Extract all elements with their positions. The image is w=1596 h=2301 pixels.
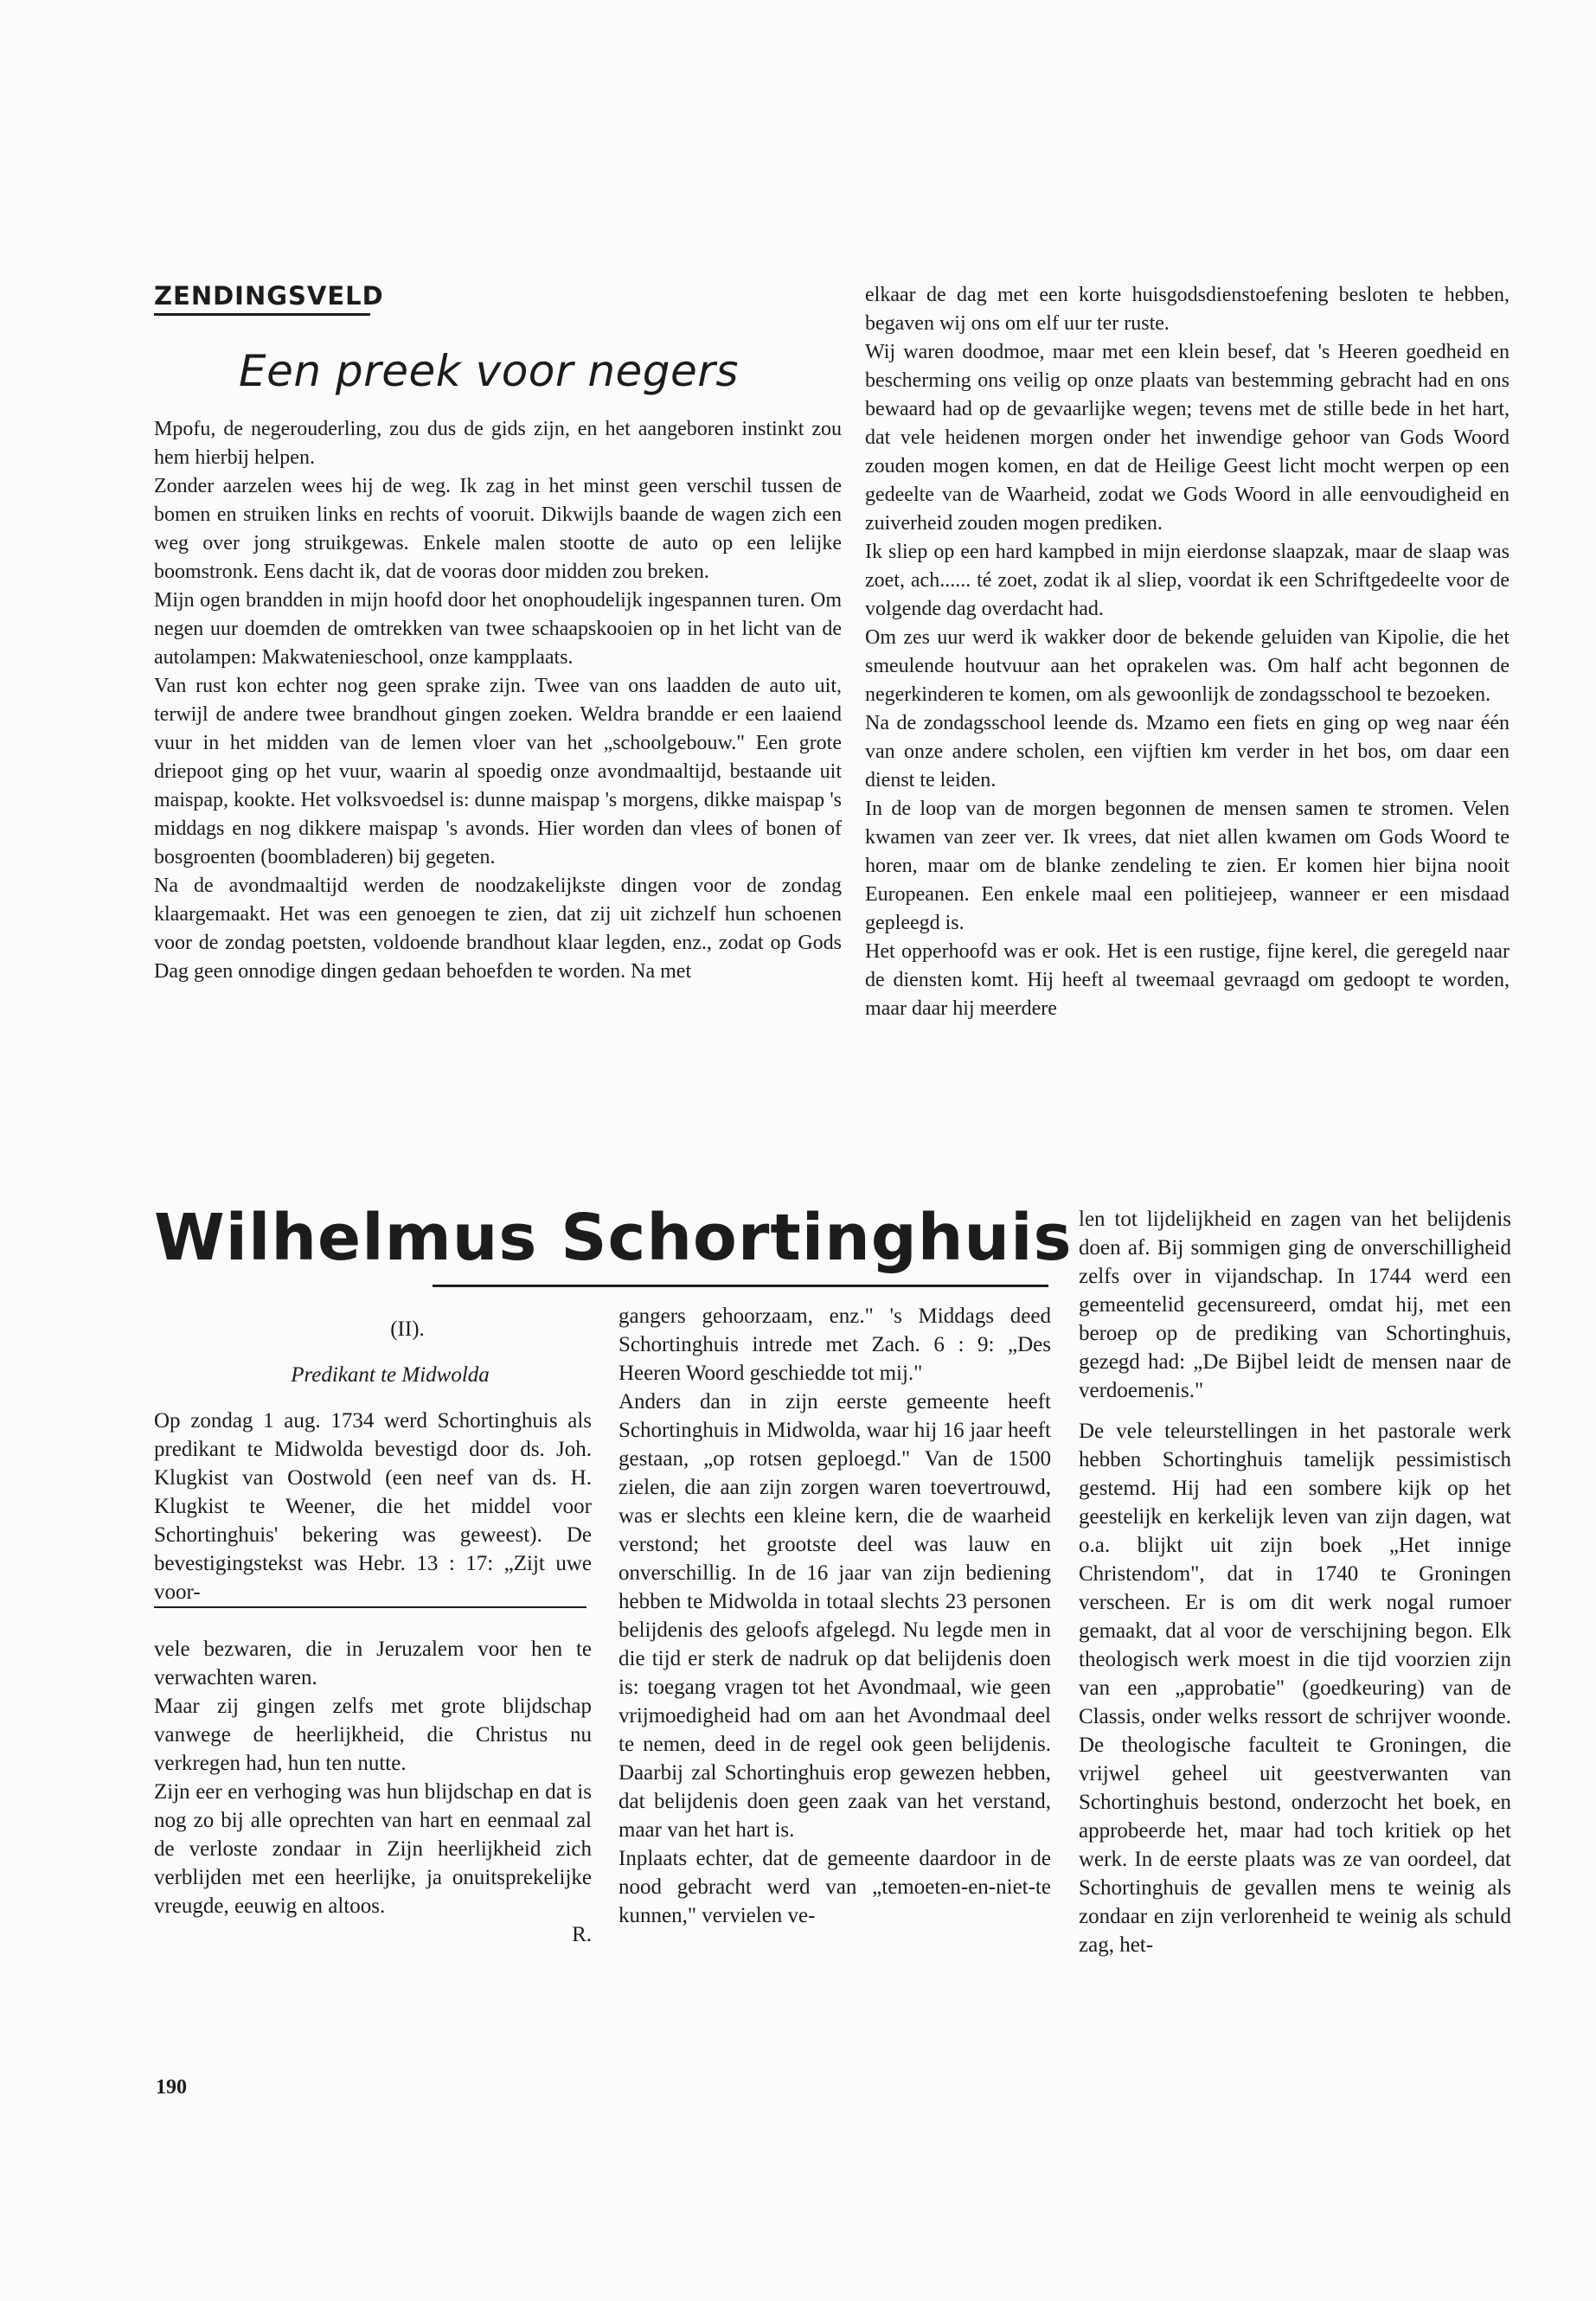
paragraph: Om zes uur werd ik wakker door de bekende geluiden van Kipolie, die het smeulende houtvuur aan het oprakelen was. Om half acht begonnen de negerkinderen te komen, om als gewoonlijk de zondagsschool te bezoeken. — [865, 626, 1509, 706]
column-divider — [154, 1606, 586, 1608]
article2-column3 — [1079, 1205, 1511, 1959]
paragraph: Mpofu, de negerouderling, zou dus de gids zijn, en het aangeboren instinkt zou hem hierbij helpen. — [154, 418, 842, 469]
section-label: ZENDINGSVELD — [154, 281, 384, 311]
paragraph: gangers gehoorzaam, enz." 's Middags deed Schortinghuis intrede met Zach. 6 : 9: „Des Heeren Woord geschiedde tot mij." — [619, 1304, 1051, 1385]
article-title-preek: Een preek voor negers — [239, 346, 739, 396]
article1-left-column — [154, 415, 842, 986]
article2-column1-bottom — [154, 1635, 592, 1949]
paragraph: Maar zij gingen zelfs met grote blijdschap vanwege de heerlijkheid, die Christus nu verkregen had, hun ten nutte. — [154, 1695, 592, 1775]
article2-column1-top — [154, 1315, 592, 1606]
article-subtitle: Predikant te Midwolda — [291, 1363, 490, 1387]
page-number: 190 — [156, 2076, 187, 2099]
paragraph: Wij waren doodmoe, maar met een klein besef, dat 's Heeren goedheid en bescherming ons veilig op onze plaats van bestemming gebracht had en ons bewaard had op de gevaarlijke wegen; tevens met de stille bede in het hart, dat vele heidenen morgen onder het inwendige gehoor van Gods Woord zouden mogen komen, en dat de Heilige Geest licht mocht werpen op een gedeelte van de Waarheid, zodat we Gods Woord in alle eenvoudigheid en zuiverheid zouden mogen prediken. — [865, 341, 1509, 535]
title-rule — [433, 1285, 1048, 1287]
paragraph: Het opperhoofd was er ook. Het is een rustige, fijne kerel, die geregeld naar de diensten komt. Hij heeft al tweemaal gevraagd om gedoopt te worden, maar daar hij meerdere — [865, 940, 1509, 1020]
article-title-schortinghuis: Wilhelmus Schortinghuis — [154, 1201, 1073, 1275]
paragraph: Anders dan in zijn eerste gemeente heeft Schortinghuis in Midwolda, waar hij 16 jaar heeft gestaan, „op rotsen geploegd." Van de 1500 zielen, die aan zijn zorgen waren toevertrouwd, was er slechts een kleine kern, die de waarheid verstond; het grootste deel was lauw en onverschillig. In de 16 jaar van zijn bediening hebben te Midwolda in totaal slechts 23 personen belijdenis des geloofs afgelegd. Nu legde men in die tijd er sterk de nadruk op dat belijdenis doen is: toegang vragen tot het Avondmaal, wie geen vrijmoedigheid had om aan het Avondmaal deel te nemen, deed in de regel ook geen belijdenis. Daarbij zal Schortinghuis erop gewezen hebben, dat belijdenis doen geen zaak van het verstand, maar van het hart is. — [619, 1390, 1051, 1842]
signature: R. — [572, 1923, 592, 1946]
paragraph: Zijn eer en verhoging was hun blijdschap en dat is nog zo bij alle oprechten van hart en eenmaal zal de verloste zondaar in Zijn heerlijkheid zich verblijden met een heerlijke, ja onuitsprekelijke vreugde, eeuwig en altoos. — [154, 1780, 592, 1918]
paragraph: vele bezwaren, die in Jeruzalem voor hen te verwachten waren. — [154, 1638, 592, 1689]
paragraph: De vele teleurstellingen in het pastorale werk hebben Schortinghuis tamelijk pessimistisch gestemd. Hij had een sombere kijk op het geestelijk en kerkelijk leven van zijn dagen, wat o.a. blijkt uit zijn boek „Het innige Christendom", dat in 1740 te Groningen verscheen. Er is om dit werk nogal rumoer gemaakt, dat al voor de verschijning begon. Elk theologisch werk moest in die tijd voorzien zijn van een „approbatie" (goedkeuring) van de Classis, onder welks ressort de schrijver woonde. De theologische faculteit te Groningen, die vrijwel geheel uit geestverwanten van Schortinghuis bestond, onderzocht het boek, en approbeerde het, maar had toch kritiek op het werk. In de eerste plaats was ze van oordeel, dat Schortinghuis de gevallen mens te weinig als zondaar en zijn verlorenheid te weinig als schuld zag, het- — [1079, 1420, 1511, 1957]
paragraph: Na de zondagsschool leende ds. Mzamo een fiets en ging op weg naar één van onze andere scholen, een vijftien km verder in het bos, om daar een dienst te leiden. — [865, 712, 1509, 792]
paragraph: Ik sliep op een hard kampbed in mijn eierdonse slaapzak, maar de slaap was zoet, ach...... té zoet, zodat ik al sliep, voordat ik een Schriftgedeelte voor de volgende dag overdacht had. — [865, 541, 1509, 620]
paragraph: Van rust kon echter nog geen sprake zijn. Twee van ons laadden de auto uit, terwijl de andere twee brandhout gingen zoeken. Weldra brandde er een laaiend vuur in het midden van de lemen vloer van het „schoolgebouw." Een grote driepoot ging op het vuur, waarin al spoedig onze avondmaaltijd, bestaande uit maispap, kookte. Het volksvoedsel is: dunne maispap 's morgens, dikke maispap 's middags en nog dikkere maispap 's avonds. Hier worden dan vlees of bonen of bosgroenten (boombladeren) bij gegeten. — [154, 675, 842, 868]
part-number: (II). — [390, 1317, 425, 1341]
section-underline — [154, 313, 370, 316]
paragraph: Zonder aarzelen wees hij de weg. Ik zag in het minst geen verschil tussen de bomen en struiken links en rechts of vooruit. Dikwijls baande de wagen zich een weg over jong struikgewas. Enkele malen stootte de auto op een lelijke boomstronk. Eens dacht ik, dat de vooras door midden zou breken. — [154, 475, 842, 583]
paragraph: In de loop van de morgen begonnen de mensen samen te stromen. Velen kwamen van zeer ver. Ik vrees, dat niet allen kwamen om Gods Woord te horen, maar om de blanke zendeling te zien. Er komen hier bijna nooit Europeanen. Een enkele maal een politiejeep, wanneer er een misdaad gepleegd is. — [865, 798, 1509, 934]
paragraph: Mijn ogen brandden in mijn hoofd door het onophoudelijk ingespannen turen. Om negen uur doemden de omtrekken van twee schaapskooien op in het licht van de autolampen: Makwatenieschool, onze kampplaats. — [154, 589, 842, 669]
paragraph: Op zondag 1 aug. 1734 werd Schortinghuis als predikant te Midwolda bevestigd door ds. Joh. Klugkist van Oostwold (een neef van ds. H. Klugkist te Weener, die het middel voor Schortinghuis' bekering was geweest). De bevestigingstekst was Hebr. 13 : 17: „Zijt uwe voor- — [154, 1409, 592, 1604]
paragraph: len tot lijdelijkheid en zagen van het belijdenis doen af. Bij sommigen ging de onverschilligheid zelfs over in vijandschap. In 1744 werd een gemeentelid gecensureerd, omdat hij, met een beroep op de prediking van Schortinghuis, gezegd had: „De Bijbel leidt de mensen naar de verdoemenis." — [1079, 1208, 1511, 1402]
article2-column2 — [619, 1302, 1051, 1930]
article1-right-column — [865, 281, 1509, 1023]
paragraph: Na de avondmaaltijd werden de noodzakelijkste dingen voor de zondag klaargemaakt. Het was een genoegen te zien, dat zij uit zichzelf hun schoenen voor de zondag poetsten, voldoende brandhout klaar legden, enz., zodat op Gods Dag geen onnodige dingen gedaan behoefden te worden. Na met — [154, 875, 842, 983]
paragraph: elkaar de dag met een korte huisgodsdienstoefening besloten te hebben, begaven wij ons om elf uur ter ruste. — [865, 284, 1509, 335]
paragraph: Inplaats echter, dat de gemeente daardoor in de nood gebracht werd van „temoeten-en-niet-te kunnen," vervielen ve- — [619, 1847, 1051, 1927]
